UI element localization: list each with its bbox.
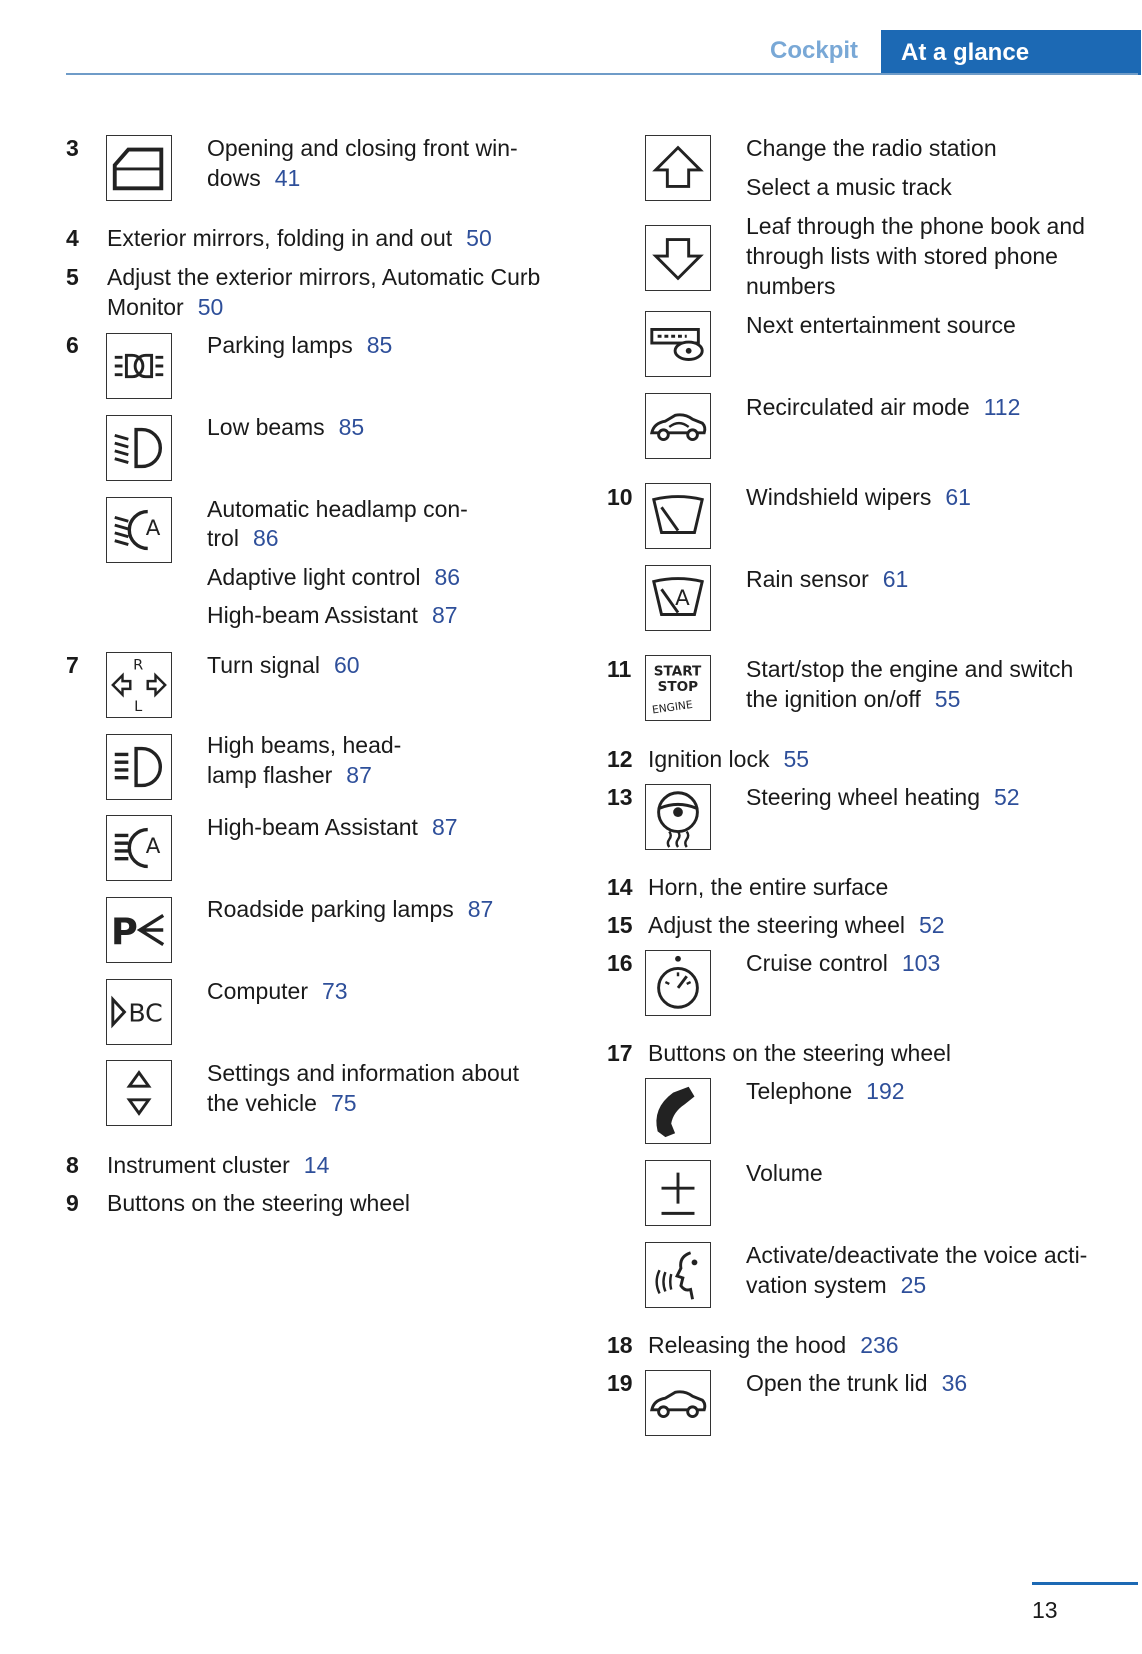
item-text: Adjust the steering wheel 52 bbox=[648, 912, 945, 938]
page-ref-link[interactable]: 87 bbox=[431, 814, 458, 840]
item-text: High-beam Assistant 87 bbox=[207, 602, 458, 628]
item-number: 12 bbox=[607, 746, 633, 772]
item-text: Roadside parking lamps 87 bbox=[207, 896, 494, 922]
page-ref-link[interactable]: 55 bbox=[934, 686, 961, 712]
item-text: Start/stop the engine and switch bbox=[746, 656, 1074, 682]
item-text: trol 86 bbox=[207, 525, 279, 551]
page-ref-link[interactable]: 85 bbox=[366, 332, 393, 358]
entertainment-source-icon bbox=[645, 311, 711, 377]
page-ref-link[interactable]: 55 bbox=[783, 746, 810, 772]
turn-signal-icon bbox=[106, 652, 172, 718]
settings-arrows-icon bbox=[106, 1060, 172, 1126]
computer-icon bbox=[106, 979, 172, 1045]
page-ref-link[interactable]: 192 bbox=[866, 1078, 905, 1104]
item-text: dows 41 bbox=[207, 165, 301, 191]
page-number: 13 bbox=[1032, 1597, 1058, 1623]
page-ref-link[interactable]: 103 bbox=[901, 950, 941, 976]
engine-label: ENGINE bbox=[651, 697, 694, 717]
cruise-control-icon bbox=[645, 950, 711, 1016]
item-text: High-beam Assistant 87 bbox=[207, 814, 458, 840]
item-text: Next entertainment source bbox=[746, 312, 1016, 338]
item-number: 19 bbox=[607, 1370, 633, 1396]
item-text: Instrument cluster 14 bbox=[107, 1152, 330, 1178]
item-number: 16 bbox=[607, 950, 633, 976]
item-text: the ignition on/off 55 bbox=[746, 686, 961, 712]
header-rule bbox=[66, 73, 1138, 75]
high-beams-icon bbox=[106, 734, 172, 800]
item-text: Adjust the exterior mirrors, Automatic Curb bbox=[107, 264, 541, 290]
computer-bc-label: BC bbox=[128, 998, 163, 1028]
item-text: Rain sensor 61 bbox=[746, 566, 909, 592]
wiper-icon bbox=[645, 483, 711, 549]
item-text: Activate/deactivate the voice acti- bbox=[746, 1242, 1088, 1268]
start-label: START bbox=[653, 663, 702, 680]
page-ref-link[interactable]: 86 bbox=[434, 564, 461, 590]
item-number: 11 bbox=[607, 656, 632, 682]
item-text: Telephone 192 bbox=[746, 1078, 905, 1104]
section-tab-cockpit[interactable]: Cockpit bbox=[770, 37, 859, 64]
item-number: 3 bbox=[66, 135, 79, 161]
page-ref-link[interactable]: 50 bbox=[197, 294, 224, 320]
item-text: Select a music track bbox=[746, 174, 952, 200]
footer-rule bbox=[1032, 1582, 1138, 1585]
page-ref-link[interactable]: 87 bbox=[346, 762, 372, 788]
item-text: Horn, the entire surface bbox=[648, 874, 889, 900]
item-text: Monitor 50 bbox=[107, 294, 224, 320]
svg-text:A: A bbox=[145, 515, 161, 541]
page-ref-link[interactable]: 50 bbox=[466, 225, 492, 251]
page-ref-link[interactable]: 41 bbox=[274, 165, 301, 191]
svg-text:A: A bbox=[145, 833, 161, 859]
item-text: Parking lamps 85 bbox=[207, 332, 393, 358]
page-ref-link[interactable]: 60 bbox=[333, 652, 360, 678]
item-number: 8 bbox=[66, 1152, 79, 1178]
item-text: Adaptive light control 86 bbox=[207, 564, 461, 590]
recirculated-air-icon bbox=[645, 393, 711, 459]
item-number: 15 bbox=[607, 912, 633, 938]
window-icon bbox=[106, 135, 172, 201]
item-text: Opening and closing front win- bbox=[207, 135, 518, 161]
item-text: Leaf through the phone book and bbox=[746, 213, 1085, 239]
turn-signal-r-label: R bbox=[133, 657, 144, 674]
page-ref-link[interactable]: 36 bbox=[941, 1370, 968, 1396]
telephone-icon bbox=[645, 1078, 711, 1144]
page-ref-link[interactable]: 85 bbox=[338, 414, 365, 440]
item-text: through lists with stored phone bbox=[746, 243, 1058, 269]
item-text: Ignition lock 55 bbox=[648, 746, 810, 772]
page-ref-link[interactable]: 14 bbox=[303, 1152, 330, 1178]
item-number: 10 bbox=[607, 484, 633, 510]
page-ref-link[interactable]: 236 bbox=[860, 1332, 899, 1358]
item-text: Open the trunk lid 36 bbox=[746, 1370, 968, 1396]
item-text: vation system 25 bbox=[746, 1272, 927, 1298]
item-text: Exterior mirrors, folding in and out 50 bbox=[107, 225, 492, 251]
item-text: Releasing the hood 236 bbox=[648, 1332, 899, 1358]
item-text: Recirculated air mode 112 bbox=[746, 394, 1021, 420]
chapter-tab-at-a-glance[interactable]: At a glance bbox=[881, 30, 1141, 75]
roadside-parking-icon bbox=[106, 897, 172, 963]
item-text: lamp flasher 87 bbox=[207, 762, 372, 788]
svg-text:P: P bbox=[110, 910, 138, 954]
arrow-down-icon bbox=[645, 225, 711, 291]
page-ref-link[interactable]: 87 bbox=[431, 602, 458, 628]
item-text: Buttons on the steering wheel bbox=[648, 1040, 952, 1066]
page-ref-link[interactable]: 52 bbox=[919, 912, 945, 938]
page-ref-link[interactable]: 25 bbox=[900, 1272, 927, 1298]
item-text: numbers bbox=[746, 273, 836, 299]
item-text: Automatic headlamp con- bbox=[207, 496, 468, 522]
item-text: Turn signal 60 bbox=[207, 652, 360, 678]
high-beam-assistant-icon bbox=[106, 815, 172, 881]
item-text: Low beams 85 bbox=[207, 414, 365, 440]
item-text: Volume bbox=[746, 1160, 823, 1186]
item-text: High beams, head- bbox=[207, 732, 402, 758]
item-text: Cruise control 103 bbox=[746, 950, 941, 976]
item-number: 17 bbox=[607, 1040, 633, 1066]
item-text: Change the radio station bbox=[746, 135, 997, 161]
item-number: 7 bbox=[66, 652, 79, 678]
start-stop-icon bbox=[645, 655, 711, 721]
page-ref-link[interactable]: 112 bbox=[983, 394, 1021, 420]
page-ref-link[interactable]: 87 bbox=[467, 896, 494, 922]
volume-icon bbox=[645, 1160, 711, 1226]
item-number: 5 bbox=[66, 264, 79, 290]
item-text: Windshield wipers 61 bbox=[746, 484, 971, 510]
rain-sensor-a-label: A bbox=[675, 585, 690, 611]
page-ref-link[interactable]: 75 bbox=[330, 1090, 357, 1116]
item-text: the vehicle 75 bbox=[207, 1090, 357, 1116]
item-text: Computer 73 bbox=[207, 978, 348, 1004]
item-text: Steering wheel heating 52 bbox=[746, 784, 1020, 810]
steering-heating-icon bbox=[645, 784, 711, 850]
turn-signal-l-label: L bbox=[134, 699, 143, 716]
item-number: 13 bbox=[607, 784, 633, 810]
item-number: 6 bbox=[66, 332, 79, 358]
parking-lamps-icon bbox=[106, 333, 172, 399]
item-number: 4 bbox=[66, 225, 79, 251]
low-beams-icon bbox=[106, 415, 172, 481]
page-ref-link[interactable]: 52 bbox=[994, 784, 1020, 810]
page-ref-link[interactable]: 61 bbox=[882, 566, 909, 592]
rain-sensor-icon bbox=[645, 565, 711, 631]
trunk-lid-icon bbox=[645, 1370, 711, 1436]
item-text: Settings and information about bbox=[207, 1060, 519, 1086]
voice-activation-icon bbox=[645, 1242, 711, 1308]
stop-label: STOP bbox=[657, 678, 699, 695]
item-number: 18 bbox=[607, 1332, 633, 1358]
item-text: Buttons on the steering wheel bbox=[107, 1190, 411, 1216]
automatic-headlamp-icon bbox=[106, 497, 172, 563]
page-ref-link[interactable]: 61 bbox=[945, 484, 971, 510]
arrow-up-icon bbox=[645, 135, 711, 201]
item-number: 9 bbox=[66, 1190, 79, 1216]
page-ref-link[interactable]: 73 bbox=[321, 978, 348, 1004]
page-ref-link[interactable]: 86 bbox=[252, 525, 279, 551]
item-number: 14 bbox=[607, 874, 633, 900]
